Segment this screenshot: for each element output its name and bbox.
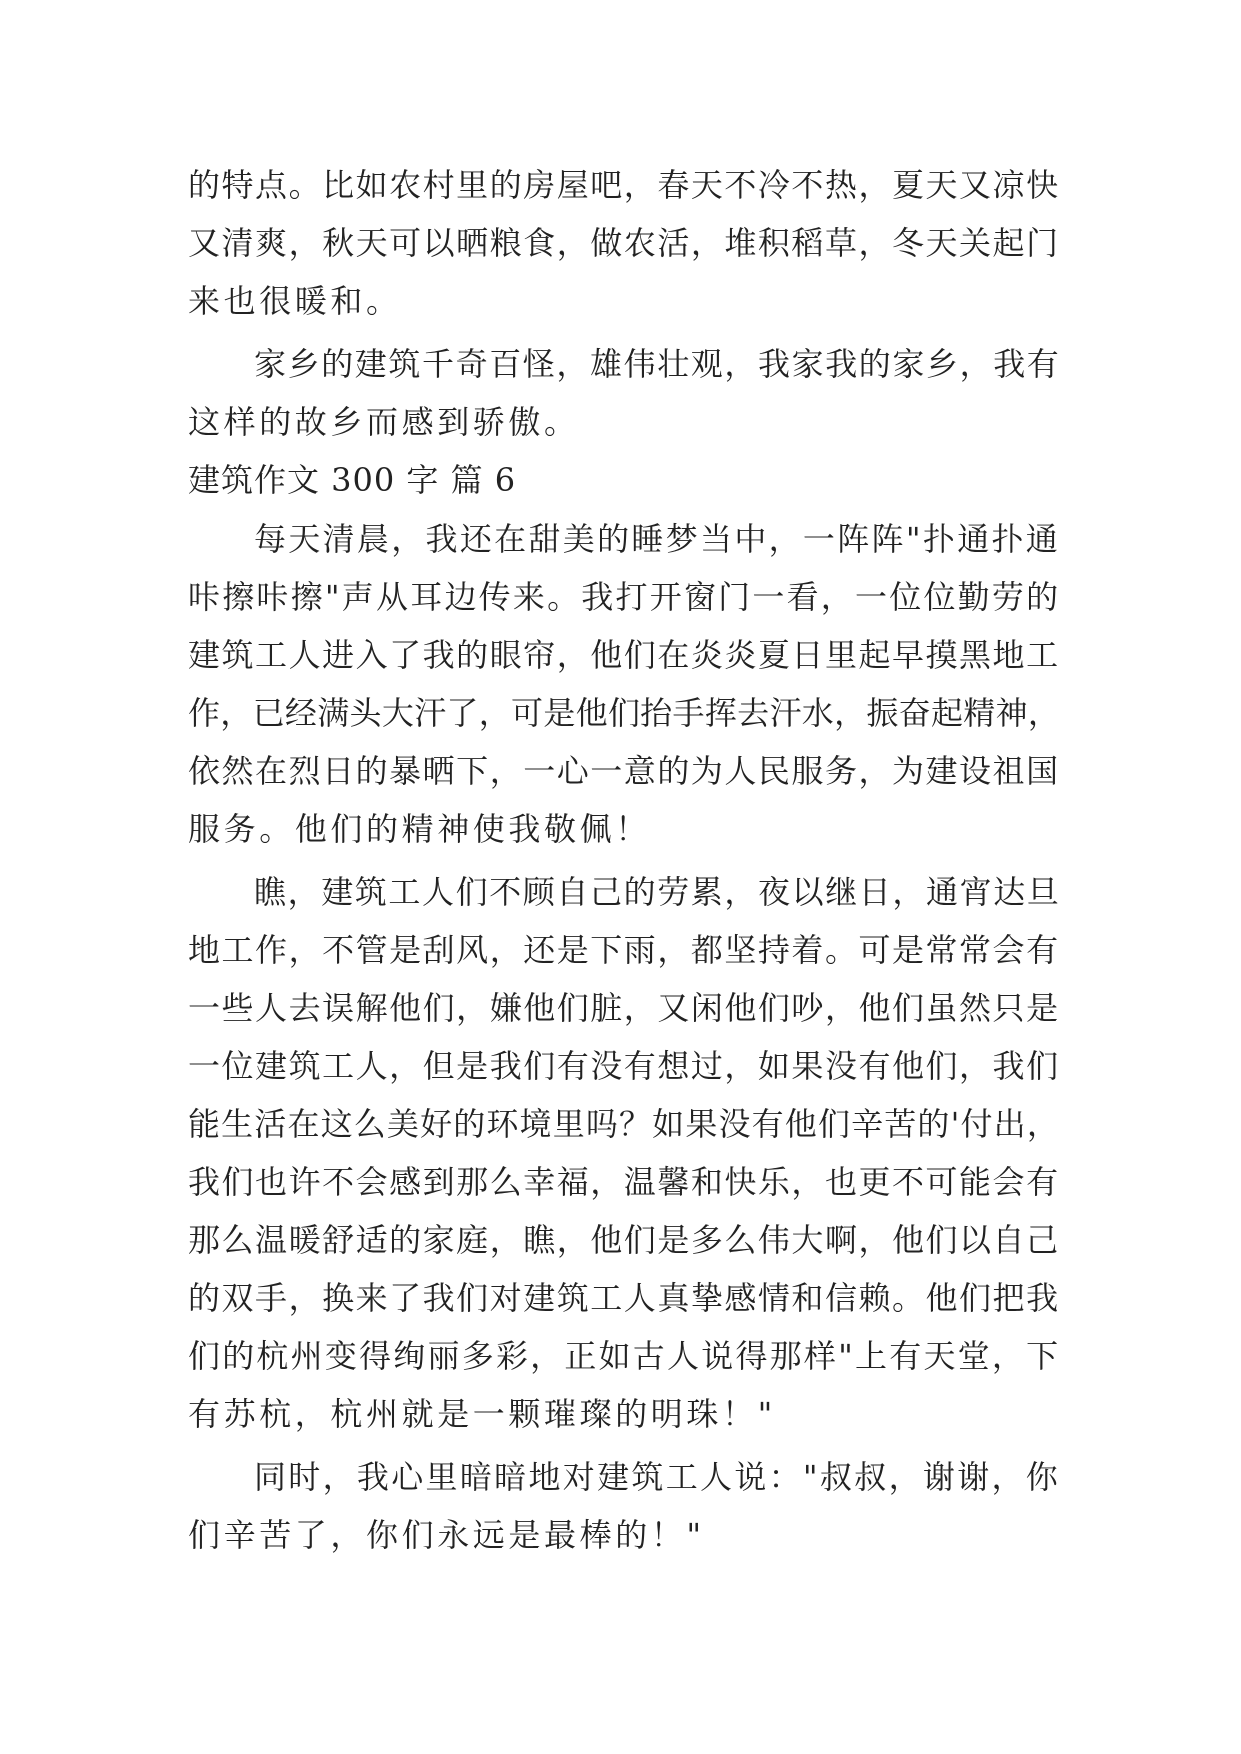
text-line: 作，已经满头大汗了，可是他们抬手挥去汗水，振奋起精神，: [188, 694, 1061, 732]
text-line: 又清爽，秋天可以晒粮食，做农活，堆积稻草，冬天关起门: [188, 224, 1060, 262]
text-line: 建筑工人进入了我的眼帘，他们在炎炎夏日里起早摸黑地工: [188, 636, 1060, 674]
text-line: 咔擦咔擦"声从耳边传来。我打开窗门一看，一位位勤劳的: [188, 578, 1061, 616]
text-line: 每天清晨，我还在甜美的睡梦当中，一阵阵"扑通扑通: [254, 520, 1061, 558]
text-line: 的特点。比如农村里的房屋吧，春天不冷不热，夏天又凉快: [188, 166, 1060, 204]
text-line: 依然在烈日的暴晒下，一心一意的为人民服务，为建设祖国: [188, 752, 1060, 790]
text-line: 瞧，建筑工人们不顾自己的劳累，夜以继日，通宵达旦: [254, 873, 1061, 911]
text-line: 家乡的建筑千奇百怪，雄伟壮观，我家我的家乡，我有: [254, 345, 1061, 383]
text-line: 一位建筑工人，但是我们有没有想过，如果没有他们，我们: [188, 1047, 1060, 1085]
text-line: 有苏杭，杭州就是一颗璀璨的明珠！": [188, 1395, 776, 1433]
text-line: 们辛苦了，你们永远是最棒的！": [188, 1516, 705, 1554]
text-line: 我们也许不会感到那么幸福，温馨和快乐，也更不可能会有: [188, 1163, 1060, 1201]
text-line: 能生活在这么美好的环境里吗？如果没有他们辛苦的'付出，: [188, 1105, 1060, 1143]
text-line: 那么温暖舒适的家庭，瞧，他们是多么伟大啊，他们以自己: [188, 1221, 1060, 1259]
text-line: 同时，我心里暗暗地对建筑工人说："叔叔，谢谢，你: [254, 1458, 1061, 1496]
text-line: 地工作，不管是刮风，还是下雨，都坚持着。可是常常会有: [188, 931, 1060, 969]
text-line: 这样的故乡而感到骄傲。: [188, 403, 580, 441]
text-line: 们的杭州变得绚丽多彩，正如古人说得那样"上有天堂，下: [188, 1337, 1061, 1375]
text-line: 来也很暖和。: [188, 282, 402, 320]
text-line: 的双手，换来了我们对建筑工人真挚感情和信赖。他们把我: [188, 1279, 1060, 1317]
text-line: 一些人去误解他们，嫌他们脏，又闲他们吵，他们虽然只是: [188, 989, 1060, 1027]
section-heading: 建筑作文 300 字 篇 6: [188, 461, 517, 499]
text-line: 服务。他们的精神使我敬佩！: [188, 810, 651, 848]
